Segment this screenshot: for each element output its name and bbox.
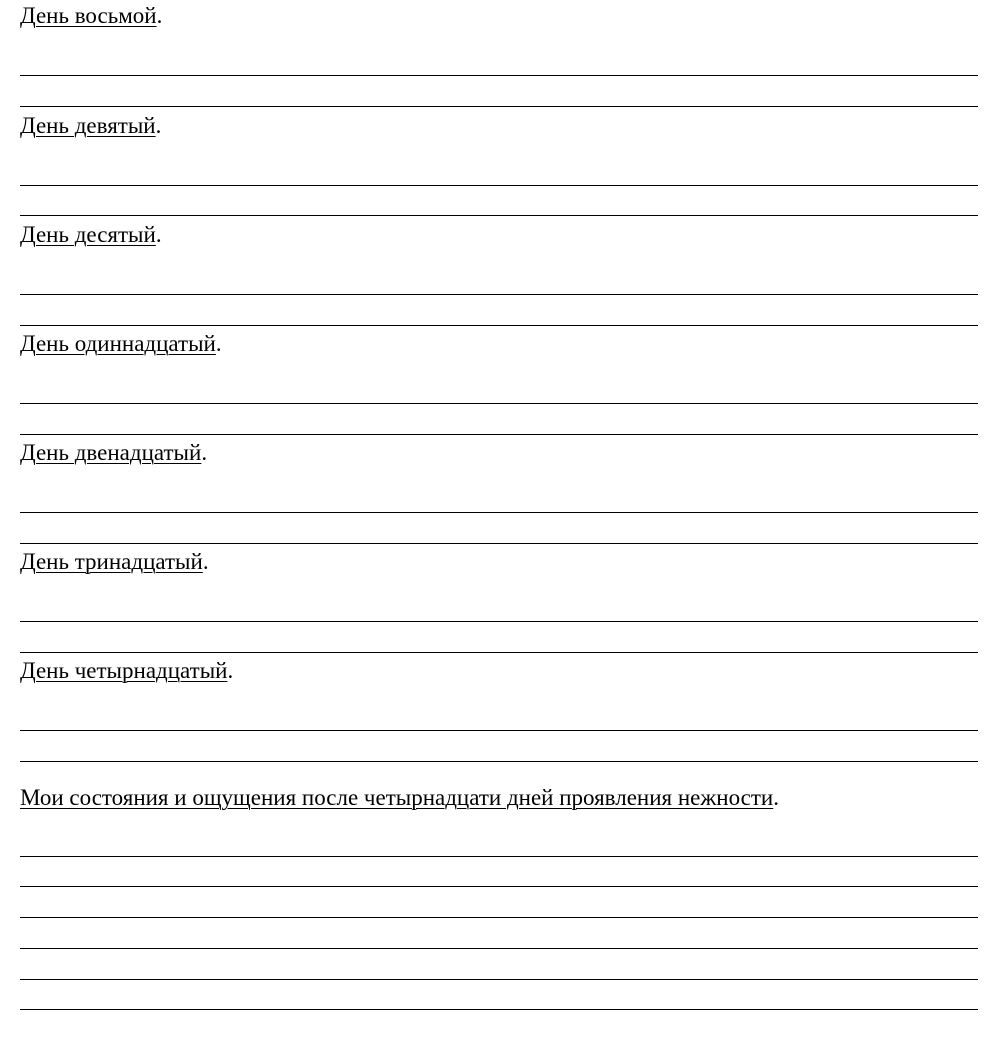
writing-line[interactable] [20,325,978,326]
day-eleven-heading [20,330,222,358]
writing-line[interactable] [20,75,978,76]
writing-line[interactable] [20,948,978,949]
heading-label: День восьмой [20,3,157,28]
heading-label: День одиннадцатый [20,331,216,356]
writing-line[interactable] [20,761,978,762]
writing-line[interactable] [20,215,978,216]
heading-punctuation: . [202,549,209,574]
writing-line[interactable] [20,434,978,435]
day-fourteen-heading [20,657,233,685]
heading-label: День десятый [20,222,156,247]
heading-punctuation: . [155,222,162,247]
day-ten-heading [20,221,162,249]
heading-punctuation: . [155,113,162,138]
heading-label: Мои состояния и ощущения после четырнадцати дней проявления нежности [20,785,774,810]
summary-heading [20,784,779,812]
heading-label: День девятый [20,113,156,138]
day-eight-heading [20,2,162,30]
heading-label: День тринадцатый [20,549,203,574]
heading-punctuation: . [227,658,234,683]
day-thirteen-heading [20,548,209,576]
writing-line[interactable] [20,106,978,107]
writing-line[interactable] [20,185,978,186]
heading-punctuation: . [201,440,208,465]
heading-label: День четырнадцатый [20,658,228,683]
writing-line[interactable] [20,1009,978,1010]
writing-line[interactable] [20,294,978,295]
writing-line[interactable] [20,403,978,404]
writing-line[interactable] [20,917,978,918]
writing-line[interactable] [20,886,978,887]
heading-punctuation: . [156,3,163,28]
heading-punctuation: . [773,785,779,810]
heading-label: День двенадцатый [20,440,202,465]
writing-line[interactable] [20,856,978,857]
writing-line[interactable] [20,621,978,622]
writing-line[interactable] [20,730,978,731]
day-twelve-heading [20,439,207,467]
writing-line[interactable] [20,543,978,544]
writing-line[interactable] [20,979,978,980]
writing-line[interactable] [20,652,978,653]
day-nine-heading [20,112,161,140]
writing-line[interactable] [20,512,978,513]
heading-punctuation: . [215,331,222,356]
